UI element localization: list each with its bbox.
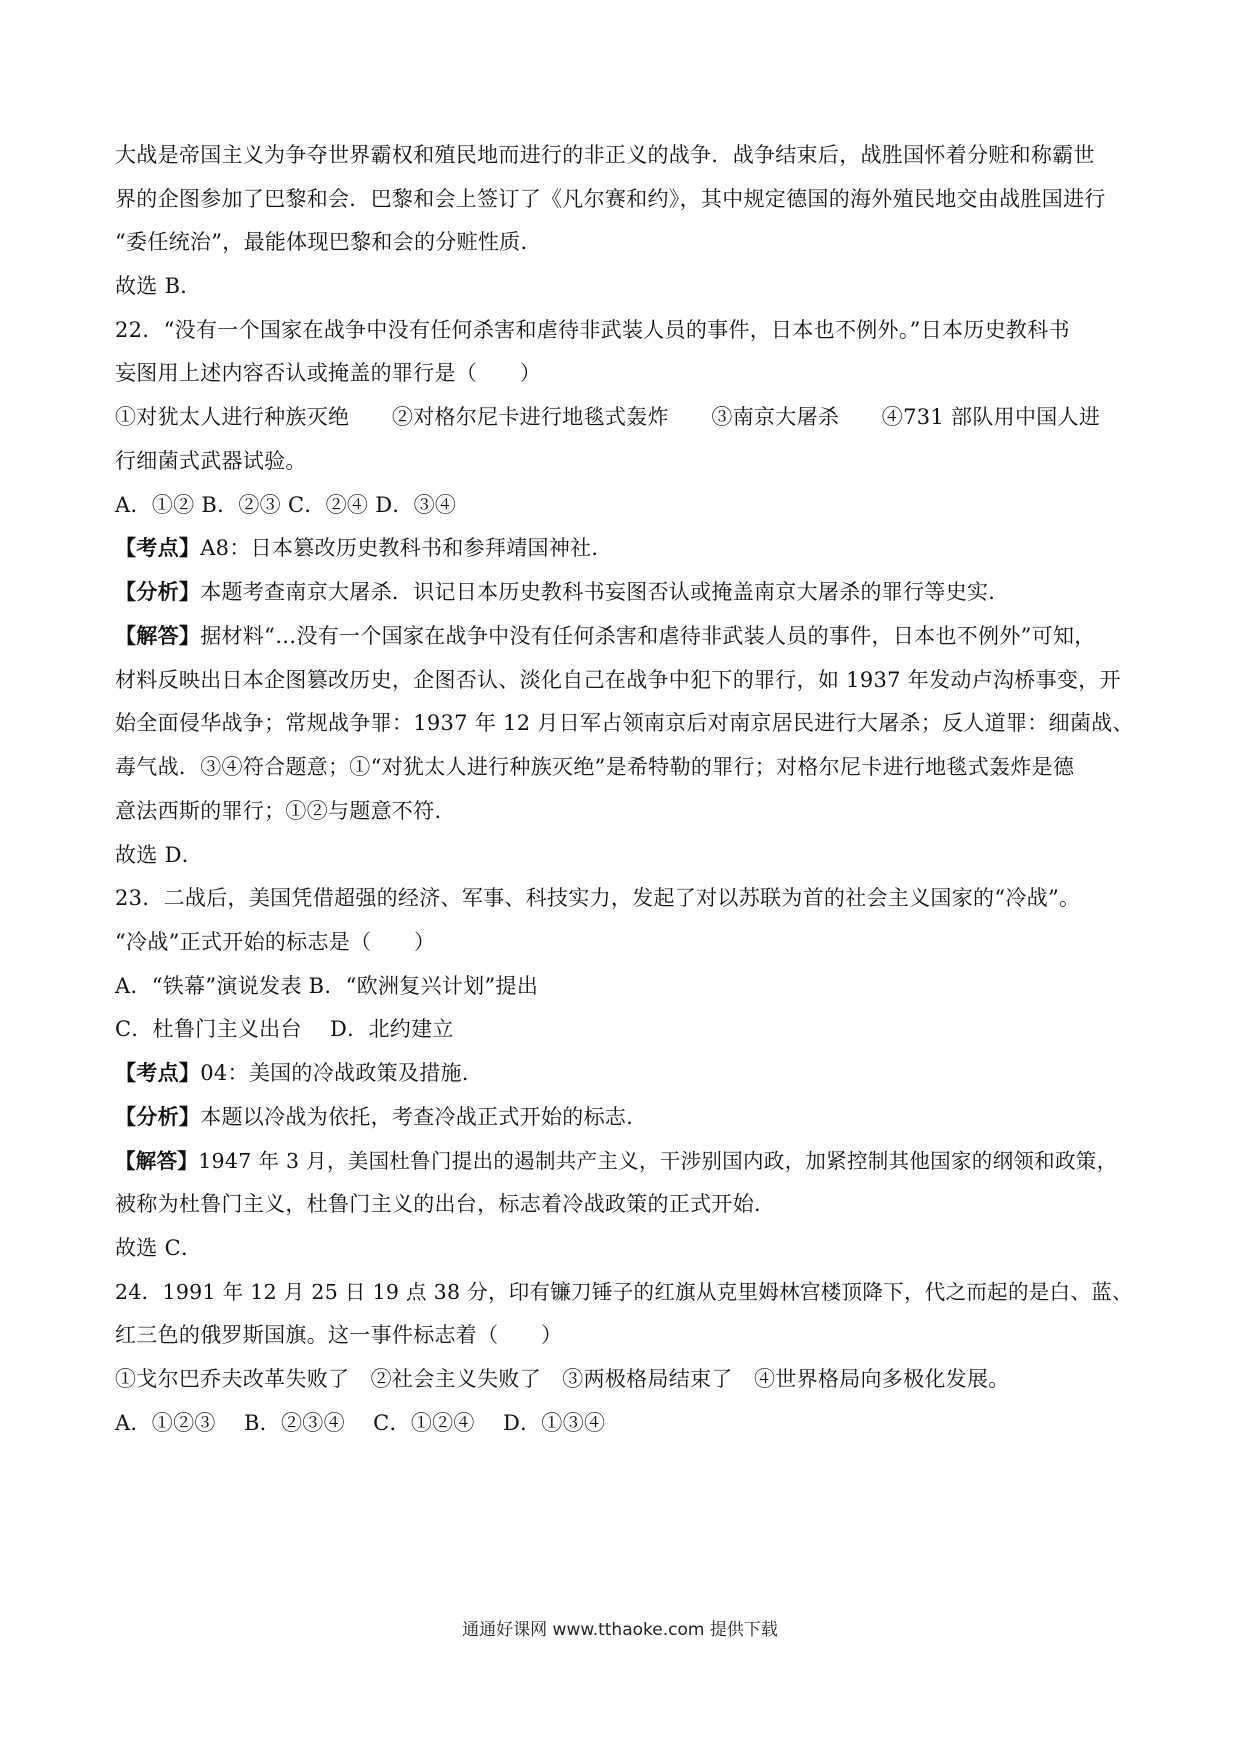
jieda-text: 1947 年 3 月，美国杜鲁门提出的遏制共产主义，干涉别国内政，加紧控制其他国家的纲领和政策， [198,1149,1118,1173]
q22-jieda-line-2: 材料反映出日本企图篡改历史，企图否认、淡化自己在战争中犯下的罪行，如 1937 年发动卢沟桥事变，开 [115,668,1121,692]
q24-stem-line-2: 红三色的俄罗斯国旗。这一事件标志着（ ） [115,1323,563,1347]
q22-fenxi [115,577,1135,607]
intro-line-3: “委任统治”，最能体现巴黎和会的分赃性质． [115,230,542,254]
q24-items: ①戈尔巴乔夫改革失败了 ②社会主义失败了 ③两极格局结束了 ④世界格局向多极化发展。 [115,1367,1010,1391]
kaodian-label: 【考点】 [115,535,201,560]
fenxi-label: 【分析】 [115,579,201,604]
q23-jieda-line-2: 被称为杜鲁门主义，杜鲁门主义的出台，标志着冷战政策的正式开始． [115,1192,776,1216]
jieda-label: 【解答】 [115,1149,199,1173]
q22-jieda-line-1 [115,621,1135,651]
q24-stem-line-1: 24．1991 年 12 月 25 日 19 点 38 分，印有镰刀锤子的红旗从克里姆林宫楼顶降下，代之而起的是白、蓝、 [115,1280,1133,1304]
jieda-label: 【解答】 [115,623,201,648]
q22-stem-line-1: 22．“没有一个国家在战争中没有任何杀害和虐待非武装人员的事件，日本也不例外。”日本历史教科书 [115,318,1070,342]
intro-answer: 故选 B． [115,274,202,298]
intro-line-1: 大战是帝国主义为争夺世界霸权和殖民地而进行的非正义的战争．战争结束后，战胜国怀着分赃和称霸世 [115,143,1095,167]
q23-kaodian [115,1058,1135,1088]
q22-jieda-line-4: 毒气战．③④符合题意；①“对犹太人进行种族灭绝”是希特勒的罪行；对格尔尼卡进行地毯式轰炸是德 [115,755,1075,779]
q22-options: A．①② B．②③ C．②④ D．③④ [115,493,457,517]
fenxi-text: 本题考查南京大屠杀．识记日本历史教科书妄图否认或掩盖南京大屠杀的罪行等史实． [200,580,1010,604]
fenxi-label: 【分析】 [115,1104,201,1129]
q23-fenxi [115,1102,1135,1132]
q22-jieda-line-5: 意法西斯的罪行；①②与题意不符． [115,799,456,823]
intro-line-2: 界的企图参加了巴黎和会．巴黎和会上签订了《凡尔赛和约》，其中规定德国的海外殖民地交由战胜国进行 [115,187,1106,211]
fenxi-text: 本题以冷战为依托，考查冷战正式开始的标志． [200,1105,648,1129]
q22-jieda-line-3: 始全面侵华战争；常规战争罪：1937 年 12 月日军占领南京后对南京居民进行大屠杀；反人道罪：细菌战、 [115,711,1134,735]
kaodian-text: 04：美国的冷战政策及措施． [200,1061,484,1085]
q22-items-line-2: 行细菌式武器试验。 [115,449,307,473]
q23-stem-line-2: “冷战”正式开始的标志是（ ） [115,930,436,954]
kaodian-text: A8：日本篡改历史教科书和参拜靖国神社． [200,536,613,560]
q22-stem-line-2: 妄图用上述内容否认或掩盖的罪行是（ ） [115,361,541,385]
footer-source: 通通好课网 www.tthaoke.com 提供下载 [462,1620,778,1640]
q22-answer: 故选 D． [115,843,204,867]
q23-answer: 故选 C． [115,1236,203,1260]
q23-options-line-1: A．“铁幕”演说发表 B．“欧洲复兴计划”提出 [115,974,539,998]
jieda-text: 据材料“…没有一个国家在战争中没有任何杀害和虐待非武装人员的事件，日本也不例外”可知， [200,624,1096,648]
q24-options: A．①②③ B．②③④ C．①②④ D．①③④ [115,1411,606,1435]
kaodian-label: 【考点】 [115,1060,201,1085]
q22-items-line-1: ①对犹太人进行种族灭绝 ②对格尔尼卡进行地毯式轰炸 ③南京大屠杀 ④731 部队用中国人进 [115,405,1101,429]
q22-kaodian [115,533,1135,563]
q23-stem-line-1: 23．二战后，美国凭借超强的经济、军事、科技实力，发起了对以苏联为首的社会主义国家的“冷战”。 [115,886,1081,910]
q23-options-line-2: C．杜鲁门主义出台 D．北约建立 [115,1017,454,1041]
q23-jieda-line-1 [115,1146,1135,1176]
